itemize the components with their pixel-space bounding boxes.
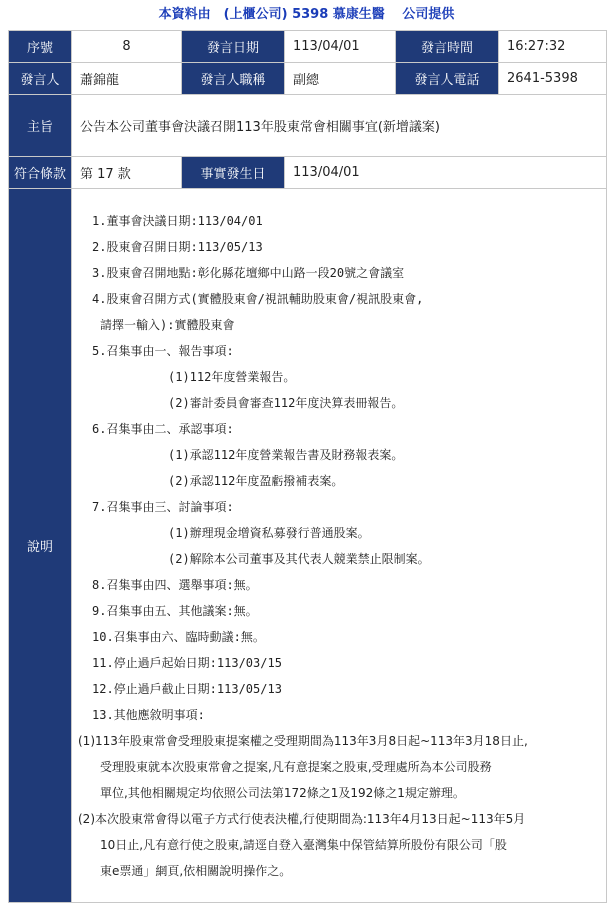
desc-line: 10日止,凡有意行使之股東,請逕自登入臺灣集中保管結算所股份有限公司「股 [100, 837, 507, 852]
description-body [74, 198, 606, 894]
speaker-title-label: 發言人職稱 [182, 63, 285, 95]
desc-line: 單位,其他相關規定均依照公司法第172條之1及192條之1規定辦理。 [100, 785, 465, 800]
clause-value: 第 17 款 [72, 157, 182, 189]
desc-line: (1)承認112年度營業報告書及財務報表案。 [168, 447, 404, 462]
row-speaker [9, 63, 607, 95]
desc-line: 10.召集事由六、臨時動議:無。 [92, 629, 265, 644]
description-value [72, 189, 607, 903]
event-date-value: 113/04/01 [285, 157, 607, 189]
subject-label: 主旨 [9, 95, 72, 157]
row-serial [9, 31, 607, 63]
clause-label: 符合條款 [9, 157, 72, 189]
desc-line: (2)審計委員會審查112年度決算表冊報告。 [168, 395, 404, 410]
desc-line: 8.召集事由四、選舉事項:無。 [92, 577, 258, 592]
date-label: 發言日期 [182, 31, 285, 63]
desc-line: (2)承認112年度盈虧撥補表案。 [168, 473, 344, 488]
desc-line: 請擇一輸入):實體股東會 [100, 317, 235, 332]
desc-line: 東e票通」網頁,依相關說明操作之。 [100, 863, 292, 878]
desc-line: 3.股東會召開地點:彰化縣花壇鄉中山路一段20號之會議室 [92, 265, 405, 280]
desc-line: 9.召集事由五、其他議案:無。 [92, 603, 258, 618]
serial-value: 8 [72, 31, 182, 63]
desc-line: 13.其他應敘明事項: [92, 707, 205, 722]
desc-line: (1)112年度營業報告。 [168, 369, 296, 384]
desc-line: (1)辦理現金增資私募發行普通股案。 [168, 525, 370, 540]
desc-line: 7.召集事由三、討論事項: [92, 499, 234, 514]
desc-line: 1.董事會決議日期:113/04/01 [92, 213, 263, 228]
phone-value: 2641-5398 [499, 63, 607, 95]
row-description [9, 189, 607, 903]
date-value: 113/04/01 [285, 31, 396, 63]
speaker-value: 蕭錦龍 [72, 63, 182, 95]
desc-line: 6.召集事由二、承認事項: [92, 421, 234, 436]
speaker-title-value: 副總 [285, 63, 396, 95]
row-subject [9, 95, 607, 157]
subject-value: 公告本公司董事會決議召開113年股東常會相關事宜(新增議案) [72, 95, 607, 157]
time-value: 16:27:32 [499, 31, 607, 63]
phone-label: 發言人電話 [396, 63, 499, 95]
desc-line: (1)113年股東常會受理股東提案權之受理期間為113年3月8日起~113年3月18日止, [78, 733, 528, 748]
row-clause [9, 157, 607, 189]
event-date-label: 事實發生日 [182, 157, 285, 189]
speaker-label: 發言人 [9, 63, 72, 95]
time-label: 發言時間 [396, 31, 499, 63]
desc-line: 11.停止過戶起始日期:113/03/15 [92, 655, 282, 670]
desc-line: 12.停止過戶截止日期:113/05/13 [92, 681, 282, 696]
description-label: 說明 [9, 189, 72, 903]
source-line: 本資料由 (上櫃公司) 5398 慕康生醫 公司提供 [158, 7, 455, 22]
announcement-table [8, 30, 607, 903]
desc-line: 5.召集事由一、報告事項: [92, 343, 234, 358]
desc-line: (2)解除本公司董事及其代表人競業禁止限制案。 [168, 551, 430, 566]
desc-line: 受理股東就本次股東常會之提案,凡有意提案之股東,受理處所為本公司股務 [100, 759, 492, 774]
desc-line: 4.股東會召開方式(實體股東會/視訊輔助股東會/視訊股東會, [92, 291, 424, 306]
desc-line: 2.股東會召開日期:113/05/13 [92, 239, 263, 254]
desc-line: (2)本次股東常會得以電子方式行使表決權,行使期間為:113年4月13日起~113年5月 [78, 811, 526, 826]
serial-label: 序號 [9, 31, 72, 63]
